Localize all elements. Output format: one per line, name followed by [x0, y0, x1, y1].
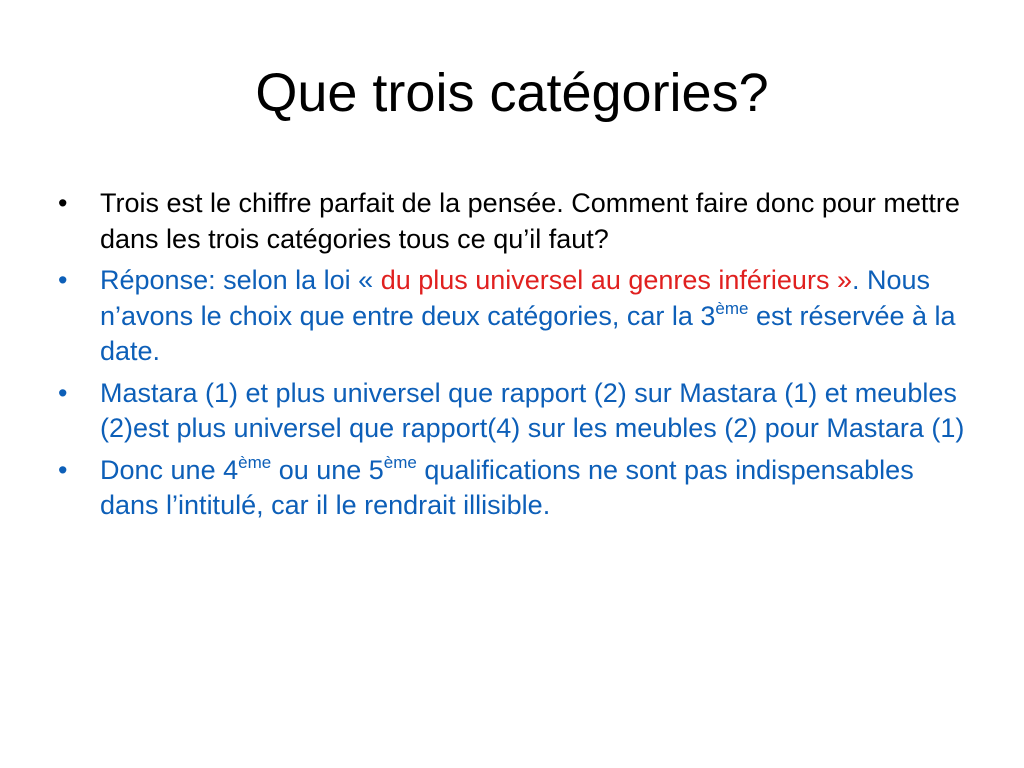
bullet-item-3	[58, 376, 978, 447]
bullet-text: Mastara (1) et plus universel que rapport (2) sur Mastara (1) et meubles (2)est plus universel que rapport(4) sur les meubles (2) pour Mastara (1)	[100, 377, 965, 443]
bullet-marker: •	[58, 377, 68, 408]
highlighted-rule-text: du plus universel au genres inférieurs »	[380, 265, 852, 295]
slide-title: Que trois catégories?	[255, 63, 769, 123]
bullet-text-part: Donc une 4	[100, 454, 239, 485]
bullet-item-4	[58, 453, 978, 524]
superscript: ème	[238, 452, 272, 472]
bullet-item-2	[58, 263, 978, 370]
bullet-text-part: ou une 5	[271, 454, 384, 485]
bullet-marker: •	[58, 454, 68, 485]
superscript: ème	[383, 452, 417, 472]
superscript: ème	[715, 298, 749, 318]
bullet-list	[58, 186, 978, 530]
bullet-marker: •	[58, 188, 68, 218]
bullet-item-1	[58, 186, 978, 257]
bullet-text-part: qualifications ne sont pas indispensables dans l’intitulé, car il le rendrait illisible.	[100, 454, 914, 520]
bullet-text-part: Réponse: selon la loi «	[100, 265, 381, 295]
bullet-text-part: est réservée à la date.	[100, 300, 956, 366]
bullet-marker: •	[58, 265, 68, 295]
bullet-text: Trois est le chiffre parfait de la pensée. Comment faire donc pour mettre dans les trois catégories tous ce qu’il faut?	[100, 188, 960, 254]
bullet-text-part: . Nous n’avons le choix que entre deux catégories, car la 3	[100, 265, 931, 331]
